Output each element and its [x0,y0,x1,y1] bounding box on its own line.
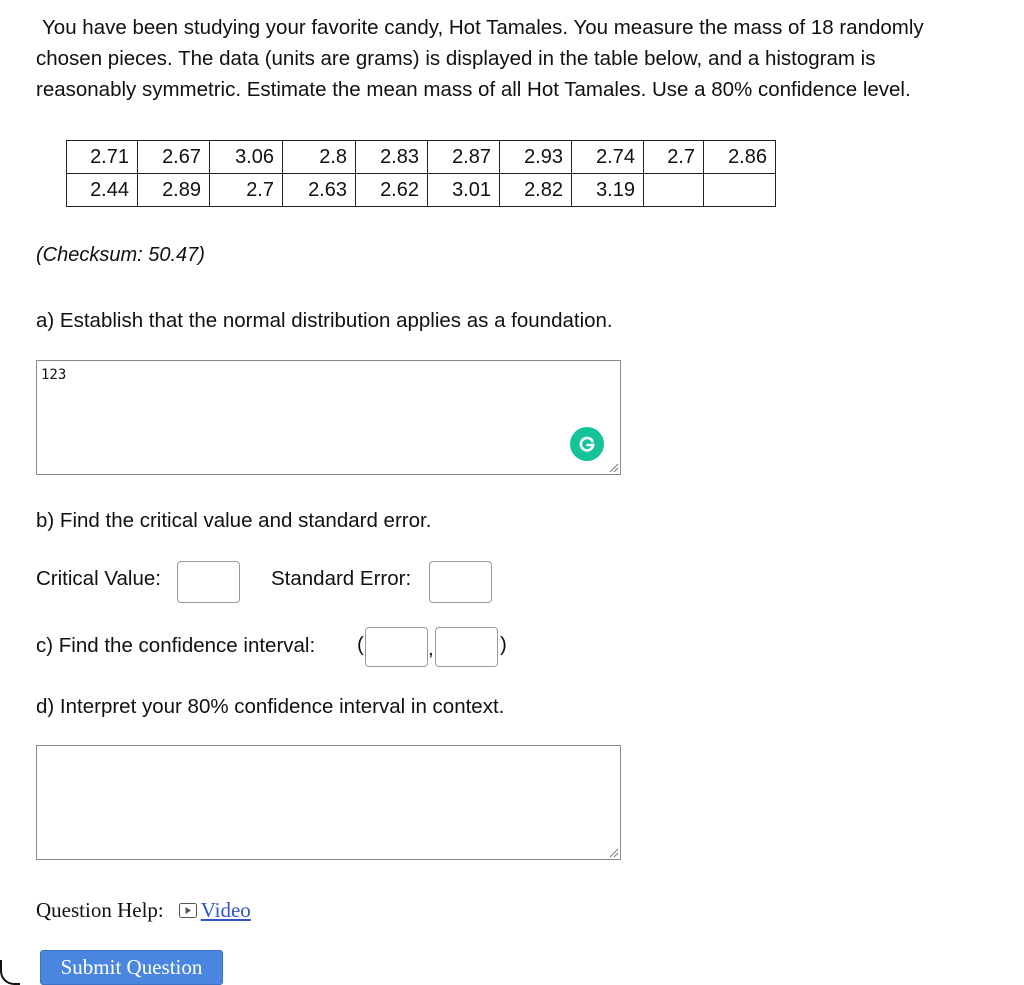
close-paren: ) [500,633,507,656]
table-cell: 2.83 [356,141,428,174]
table-cell: 2.89 [138,174,210,207]
part-a-answer-value: 123 [41,367,67,383]
table-cell: 2.87 [428,141,500,174]
video-play-icon[interactable] [179,903,197,918]
part-a-answer-textarea[interactable] [36,360,621,475]
problem-statement [36,12,1011,105]
open-paren: ( [357,633,364,656]
grammarly-icon[interactable] [570,427,604,461]
table-row [67,174,776,207]
table-cell [644,174,704,207]
table-cell: 2.7 [210,174,283,207]
intro-line-3: reasonably symmetric. Estimate the mean mass of all Hot Tamales. Use a 80% confidence level. [36,78,911,101]
table-cell: 2.7 [644,141,704,174]
part-d-answer-textarea[interactable] [36,745,621,860]
part-c-question: c) Find the confidence interval: [36,634,316,657]
part-b-question: b) Find the critical value and standard error. [36,509,432,532]
table-cell: 3.19 [572,174,644,207]
video-link[interactable]: Video [200,898,251,922]
table-cell: 2.62 [356,174,428,207]
table-cell: 2.71 [67,141,138,174]
resize-grip-icon[interactable] [607,461,619,473]
table-cell: 3.01 [428,174,500,207]
table-cell: 2.63 [283,174,356,207]
resize-grip-icon[interactable] [607,846,619,858]
table-cell: 3.06 [210,141,283,174]
question-help-label: Question Help: [36,898,164,922]
table-cell: 2.74 [572,141,644,174]
table-cell: 2.86 [704,141,776,174]
intro-line-1: You have been studying your favorite candy, Hot Tamales. You measure the mass of 18 randomly [42,16,924,39]
table-cell: 2.8 [283,141,356,174]
table-cell [704,174,776,207]
table-row [67,141,776,174]
table-cell: 2.44 [67,174,138,207]
checksum-text: (Checksum: 50.47) [36,244,205,266]
ci-lower-input[interactable] [365,627,428,667]
intro-line-2: chosen pieces. The data (units are grams) is displayed in the table below, and a histogram is [36,47,876,70]
data-table [66,140,776,207]
part-a-question: a) Establish that the normal distribution applies as a foundation. [36,309,613,332]
ci-upper-input[interactable] [435,627,498,667]
ci-comma: , [428,637,434,660]
critical-value-label: Critical Value: [36,567,161,590]
standard-error-label: Standard Error: [271,567,412,590]
question-help [36,898,251,923]
window-corner [0,960,20,985]
part-d-question: d) Interpret your 80% confidence interval in context. [36,695,505,718]
table-cell: 2.67 [138,141,210,174]
critical-value-input[interactable] [177,561,240,603]
submit-question-button[interactable]: Submit Question [40,950,223,985]
standard-error-input[interactable] [429,561,492,603]
table-cell: 2.82 [500,174,572,207]
table-cell: 2.93 [500,141,572,174]
